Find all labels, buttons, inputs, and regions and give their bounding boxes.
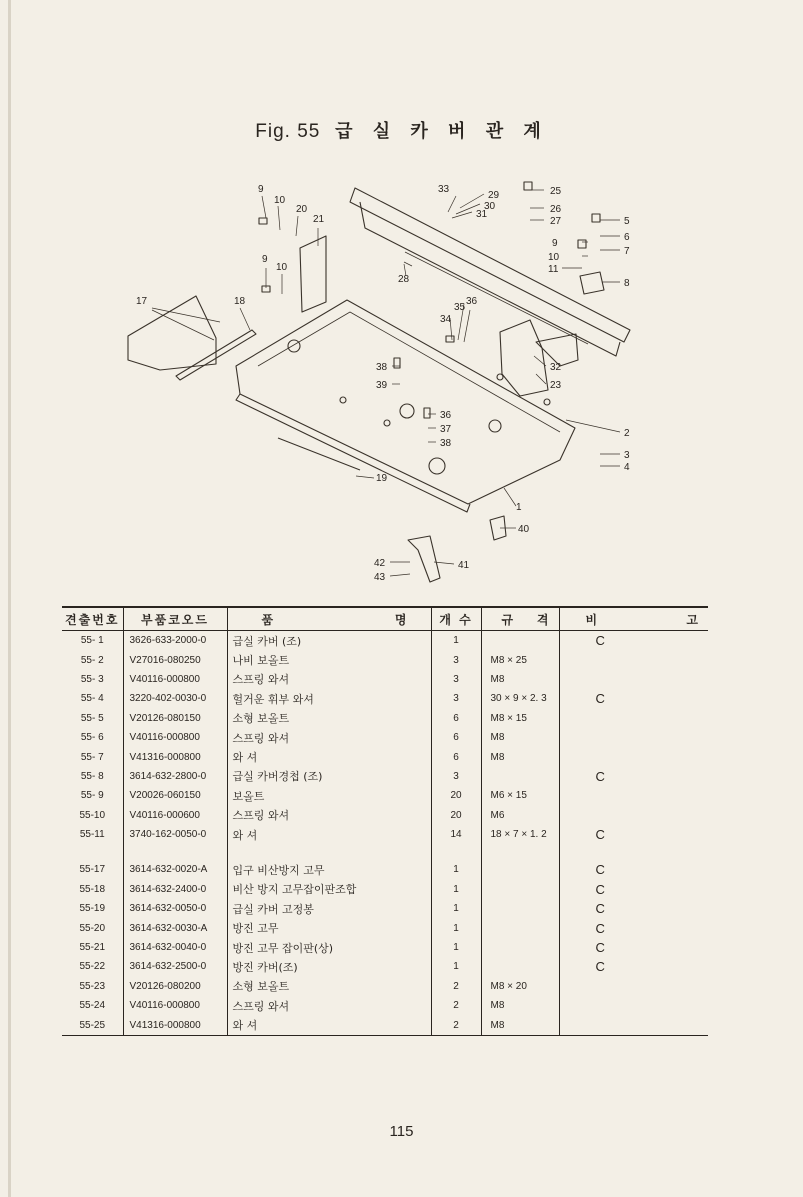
qty-cell: 1 <box>431 631 481 651</box>
table-row <box>62 957 708 976</box>
spec-cell: M8 <box>481 996 559 1015</box>
qty-cell: 2 <box>431 977 481 996</box>
name-cell: 급실 카버 고정봉 <box>227 899 431 918</box>
note-cell: C <box>559 689 708 708</box>
part-no-cell: 55-10 <box>79 809 106 821</box>
callout-label: 36 <box>440 410 452 421</box>
code-cell: V20126-080150 <box>123 709 227 728</box>
parts-table-body <box>62 631 708 1036</box>
note-cell: C <box>559 880 708 899</box>
spec-cell <box>481 860 559 879</box>
name-cell: 방진 고무 <box>227 918 431 937</box>
part-no-cell: 55-24 <box>79 1000 106 1012</box>
callout-label: 23 <box>550 380 562 391</box>
qty-cell: 3 <box>431 670 481 689</box>
name-cell: 소형 보올트 <box>227 709 431 728</box>
table-spacer-row <box>62 844 708 860</box>
part-no-cell: 55- 1 <box>80 635 104 647</box>
table-row <box>62 747 708 766</box>
name-cell: 스프링 와셔 <box>227 728 431 747</box>
table-row <box>62 1015 708 1035</box>
name-cell: 급실 카버경첩 (조) <box>227 767 431 786</box>
callout-label: 38 <box>440 438 452 449</box>
header-note-part1: 비 <box>585 612 600 627</box>
name-cell: 와 셔 <box>227 825 431 844</box>
table-row <box>62 996 708 1015</box>
callout-label: 7 <box>624 246 630 257</box>
qty-cell: 20 <box>431 786 481 805</box>
part-no-cell: 55-20 <box>79 922 106 934</box>
name-cell: 나비 보올트 <box>227 650 431 669</box>
callout-label: 40 <box>518 524 530 535</box>
part-no-cell: 55- 7 <box>80 751 104 763</box>
code-cell: V40116-000800 <box>123 670 227 689</box>
part-no-cell: 55- 8 <box>80 770 104 782</box>
note-cell: C <box>559 918 708 937</box>
part-no-cell: 55-22 <box>79 961 106 973</box>
spec-cell <box>481 899 559 918</box>
table-row <box>62 728 708 747</box>
table-row <box>62 860 708 879</box>
callout-label: 29 <box>488 190 500 201</box>
qty-cell: 3 <box>431 650 481 669</box>
code-cell: 3614-632-2800-0 <box>123 767 227 786</box>
table-row <box>62 767 708 786</box>
name-cell: 비산 방지 고무잡이판조합 <box>227 880 431 899</box>
code-cell: 3614-632-0040-0 <box>123 938 227 957</box>
part-no-cell: 55-17 <box>79 864 106 876</box>
callout-label: 35 <box>454 302 466 313</box>
note-cell <box>559 806 708 825</box>
spec-cell <box>481 767 559 786</box>
callout-label: 36 <box>466 296 478 307</box>
callout-label: 2 <box>624 428 630 439</box>
spacer-cell <box>481 844 559 860</box>
table-header-row <box>62 607 708 631</box>
callout-label: 31 <box>476 209 488 220</box>
spec-cell: M6 × 15 <box>481 786 559 805</box>
table-row <box>62 806 708 825</box>
part-no-cell: 55- 2 <box>80 654 104 666</box>
stopper-plate <box>300 236 326 312</box>
callout-label: 9 <box>262 254 268 265</box>
spec-cell <box>481 880 559 899</box>
note-cell <box>559 977 708 996</box>
name-cell: 스프링 와셔 <box>227 806 431 825</box>
spec-cell <box>481 957 559 976</box>
code-cell: V27016-080250 <box>123 650 227 669</box>
table-row <box>62 650 708 669</box>
part-no-cell: 55- 6 <box>80 732 104 744</box>
code-cell: V41316-000800 <box>123 747 227 766</box>
code-cell: 3740-162-0050-0 <box>123 825 227 844</box>
callout-label: 1 <box>516 502 522 513</box>
qty-cell: 6 <box>431 709 481 728</box>
spec-cell <box>481 631 559 651</box>
header-name-part2: 명 <box>394 612 409 627</box>
note-cell <box>559 786 708 805</box>
code-cell: 3614-632-0020-A <box>123 860 227 879</box>
table-row <box>62 899 708 918</box>
table-row <box>62 938 708 957</box>
callout-label: 19 <box>376 473 388 484</box>
spacer-cell <box>559 844 708 860</box>
header-name <box>227 607 431 631</box>
spec-cell: 18 × 7 × 1. 2 <box>481 825 559 844</box>
code-cell: 3220-402-0030-0 <box>123 689 227 708</box>
figure-number: Fig. 55 <box>255 121 321 142</box>
callout-label: 25 <box>550 186 562 197</box>
code-cell: 3626-633-2000-0 <box>123 631 227 651</box>
table-row <box>62 709 708 728</box>
callout-label: 37 <box>440 424 452 435</box>
callout-label: 9 <box>552 238 558 249</box>
note-cell <box>559 728 708 747</box>
callout-label: 39 <box>376 380 388 391</box>
callout-label: 8 <box>624 278 630 289</box>
scatter-guard-rubber <box>128 296 216 370</box>
callout-label: 41 <box>458 560 470 571</box>
part-no-cell: 55- 4 <box>80 693 104 705</box>
table-row <box>62 670 708 689</box>
spacer-cell <box>123 844 227 860</box>
code-cell: V40116-000800 <box>123 996 227 1015</box>
spec-cell: M8 × 15 <box>481 709 559 728</box>
table-row <box>62 880 708 899</box>
bracket <box>408 536 440 582</box>
table-row <box>62 786 708 805</box>
note-cell <box>559 650 708 669</box>
spec-cell: M8 × 25 <box>481 650 559 669</box>
note-cell: C <box>559 957 708 976</box>
part-no-cell: 55-11 <box>79 829 105 841</box>
parts-list-table <box>62 606 708 1036</box>
callout-label: 18 <box>234 296 246 307</box>
spec-cell: M8 <box>481 747 559 766</box>
header-qty: 개 수 <box>431 607 481 631</box>
part-no-cell: 55- 3 <box>80 673 104 685</box>
callout-label: 6 <box>624 232 630 243</box>
hinge <box>580 272 604 294</box>
note-cell <box>559 1015 708 1035</box>
spacer-cell <box>431 844 481 860</box>
callout-label: 9 <box>258 184 264 195</box>
code-cell: V20126-080200 <box>123 977 227 996</box>
spec-cell: 30 × 9 × 2. 3 <box>481 689 559 708</box>
table-row <box>62 918 708 937</box>
name-cell: 헐거운 휘부 와셔 <box>227 689 431 708</box>
dust-cover <box>500 320 548 396</box>
part-no-cell: 55-21 <box>79 942 106 954</box>
header-name-part1: 품 <box>261 612 276 627</box>
qty-cell: 1 <box>431 899 481 918</box>
callout-label: 21 <box>313 214 325 225</box>
callout-label: 26 <box>550 204 562 215</box>
callout-label: 5 <box>624 216 630 227</box>
qty-cell: 6 <box>431 747 481 766</box>
qty-cell: 3 <box>431 689 481 708</box>
code-cell: V40116-000600 <box>123 806 227 825</box>
callout-label: 34 <box>440 314 452 325</box>
qty-cell: 1 <box>431 918 481 937</box>
spec-cell <box>481 918 559 937</box>
note-cell: C <box>559 631 708 651</box>
name-cell: 방진 고무 잡이판(상) <box>227 938 431 957</box>
qty-cell: 1 <box>431 860 481 879</box>
callout-label: 28 <box>398 274 410 285</box>
part-no-cell: 55-23 <box>79 980 106 992</box>
code-cell: 3614-632-2400-0 <box>123 880 227 899</box>
name-cell: 방진 카버(조) <box>227 957 431 976</box>
spec-cell: M8 <box>481 728 559 747</box>
table-row <box>62 825 708 844</box>
table-row <box>62 631 708 651</box>
note-cell: C <box>559 767 708 786</box>
name-cell: 입구 비산방지 고무 <box>227 860 431 879</box>
qty-cell: 2 <box>431 996 481 1015</box>
code-cell: 3614-632-0050-0 <box>123 899 227 918</box>
callout-label: 30 <box>484 201 496 212</box>
name-cell: 와 셔 <box>227 747 431 766</box>
note-cell: C <box>559 938 708 957</box>
code-cell: V20026-060150 <box>123 786 227 805</box>
callout-label: 33 <box>438 184 450 195</box>
name-cell: 보올트 <box>227 786 431 805</box>
header-note <box>559 607 708 631</box>
callout-label: 10 <box>276 262 288 273</box>
callout-label: 42 <box>374 558 386 569</box>
callout-label: 3 <box>624 450 630 461</box>
qty-cell: 20 <box>431 806 481 825</box>
figure-title <box>0 117 803 143</box>
callout-label: 32 <box>550 362 562 373</box>
table-row <box>62 689 708 708</box>
spec-cell: M8 × 20 <box>481 977 559 996</box>
part-no-cell: 55- 9 <box>80 790 104 802</box>
figure-caption: 급 실 카 버 관 계 <box>335 121 548 142</box>
qty-cell: 1 <box>431 957 481 976</box>
header-part-no: 견출번호 <box>62 607 123 631</box>
callout-label: 43 <box>374 572 386 583</box>
callout-label: 17 <box>136 296 148 307</box>
code-cell: V41316-000800 <box>123 1015 227 1035</box>
note-cell <box>559 747 708 766</box>
qty-cell: 14 <box>431 825 481 844</box>
qty-cell: 3 <box>431 767 481 786</box>
part-no-cell: 55- 5 <box>80 712 104 724</box>
spec-cell: M6 <box>481 806 559 825</box>
callout-label: 10 <box>274 195 286 206</box>
callout-label: 4 <box>624 462 630 473</box>
qty-cell: 6 <box>431 728 481 747</box>
qty-cell: 1 <box>431 938 481 957</box>
spec-cell <box>481 938 559 957</box>
header-spec-part2: 격 <box>536 612 551 627</box>
header-code: 부품코오드 <box>123 607 227 631</box>
qty-cell: 2 <box>431 1015 481 1035</box>
part-no-cell: 55-18 <box>79 883 106 895</box>
spacer-cell <box>62 844 123 860</box>
note-cell: C <box>559 860 708 879</box>
callout-label: 11 <box>548 264 559 275</box>
part-no-cell: 55-25 <box>62 1015 123 1035</box>
callout-label: 20 <box>296 204 308 215</box>
part-no-cell: 55-19 <box>79 903 106 915</box>
note-cell <box>559 709 708 728</box>
note-cell: C <box>559 899 708 918</box>
header-note-part2: 고 <box>686 612 700 627</box>
callout-label: 27 <box>550 216 562 227</box>
code-cell: 3614-632-0030-A <box>123 918 227 937</box>
note-cell: C <box>559 825 708 844</box>
header-spec <box>481 607 559 631</box>
note-cell <box>559 996 708 1015</box>
code-cell: 3614-632-2500-0 <box>123 957 227 976</box>
callout-labels <box>136 184 630 583</box>
callout-label: 10 <box>548 252 560 263</box>
note-cell <box>559 670 708 689</box>
spacer-cell <box>227 844 431 860</box>
spec-cell: M8 <box>481 1015 559 1035</box>
table-row <box>62 977 708 996</box>
page-number: 115 <box>389 1123 414 1140</box>
header-spec-part1: 규 <box>501 612 516 627</box>
name-cell: 급실 카버 (조) <box>227 631 431 651</box>
name-cell: 와 셔 <box>227 1015 431 1035</box>
callout-label: 38 <box>376 362 388 373</box>
exploded-parts-diagram <box>0 170 803 590</box>
spec-cell: M8 <box>481 670 559 689</box>
feed-cover-plate <box>236 300 575 504</box>
code-cell: V40116-000800 <box>123 728 227 747</box>
qty-cell: 1 <box>431 880 481 899</box>
name-cell: 스프링 와셔 <box>227 996 431 1015</box>
name-cell: 소형 보올트 <box>227 977 431 996</box>
name-cell: 스프링 와셔 <box>227 670 431 689</box>
